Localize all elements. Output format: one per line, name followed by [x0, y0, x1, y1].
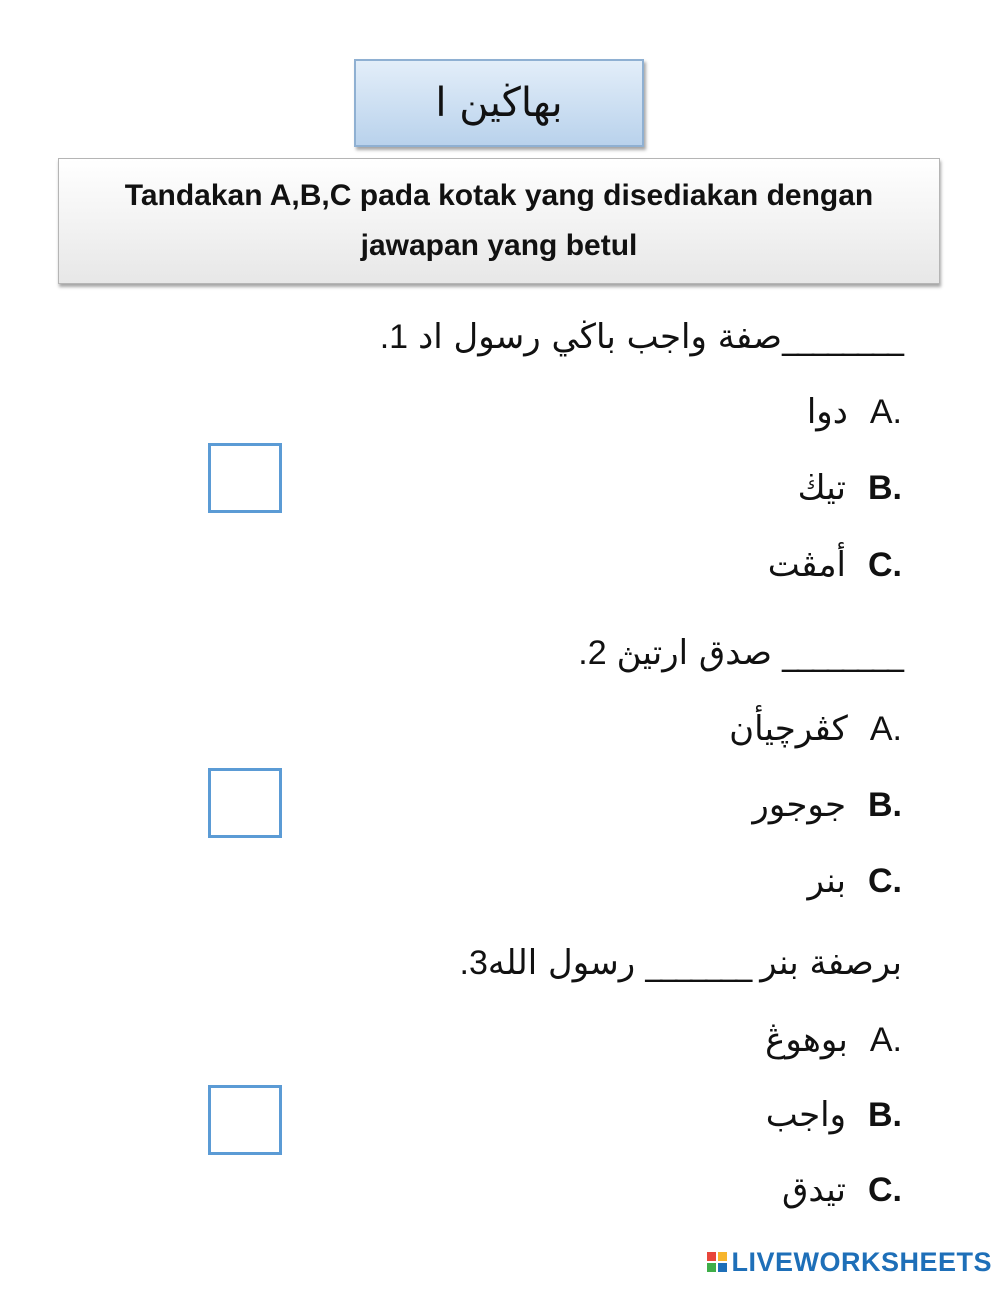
logo-mark-icon: [707, 1252, 727, 1272]
answer-box-1[interactable]: [208, 443, 282, 513]
option-text: تيدق: [782, 1170, 846, 1210]
answer-box-2[interactable]: [208, 768, 282, 838]
answer-blank: _______: [645, 943, 751, 983]
question-2: [578, 623, 902, 683]
option-1a: [807, 382, 902, 442]
option-letter: A.: [869, 392, 902, 431]
page-title-text: بهاڬين ا: [435, 80, 563, 126]
option-text: بوهوڠ: [765, 1020, 848, 1060]
option-text: كڤرچيأن: [729, 709, 848, 749]
option-text: دوا: [806, 392, 848, 432]
option-letter: A.: [869, 709, 902, 748]
question-1: [380, 307, 902, 367]
question-text: صدق ارتيڽ: [616, 633, 772, 673]
question-text-before: رسول الله: [487, 943, 636, 983]
brand-name: LIVEWORKSHEETS: [731, 1246, 992, 1277]
option-letter: A.: [869, 1020, 902, 1059]
instruction-banner: [58, 158, 940, 284]
option-2b: [752, 775, 902, 835]
option-3c: [782, 1160, 902, 1220]
option-letter: B.: [868, 785, 902, 824]
option-text: جوجور: [752, 785, 846, 825]
liveworksheets-logo: [707, 1247, 992, 1277]
option-letter: C.: [868, 1170, 902, 1209]
option-2a: [729, 699, 902, 759]
question-number: 3.: [459, 943, 488, 982]
question-number: 1.: [379, 317, 409, 356]
option-text: تيڬ: [797, 468, 846, 508]
question-text-after: برصفة بنر: [760, 943, 902, 983]
question-number: 2.: [578, 633, 607, 672]
option-text: بنر: [807, 861, 846, 901]
option-text: واجب: [765, 1095, 846, 1135]
instruction-text: Tandakan A,B,C pada kotak yang disediakan dengan jawapan yang betul: [124, 179, 874, 262]
option-1b: [798, 458, 902, 518]
option-letter: B.: [868, 1095, 902, 1134]
option-1c: [768, 535, 902, 595]
option-text: أمڤت: [767, 545, 846, 585]
question-3: [460, 933, 902, 993]
option-letter: B.: [868, 468, 902, 507]
answer-box-3[interactable]: [208, 1085, 282, 1155]
option-3a: [765, 1010, 902, 1070]
page-title: [354, 59, 644, 147]
option-letter: C.: [868, 861, 902, 900]
option-2c: [808, 851, 902, 911]
option-letter: C.: [868, 545, 902, 584]
option-3b: [766, 1085, 902, 1145]
question-text: صفة واجب باڬي رسول اد: [418, 317, 782, 357]
answer-blank: ________: [782, 317, 902, 357]
answer-blank: ________: [782, 633, 902, 673]
